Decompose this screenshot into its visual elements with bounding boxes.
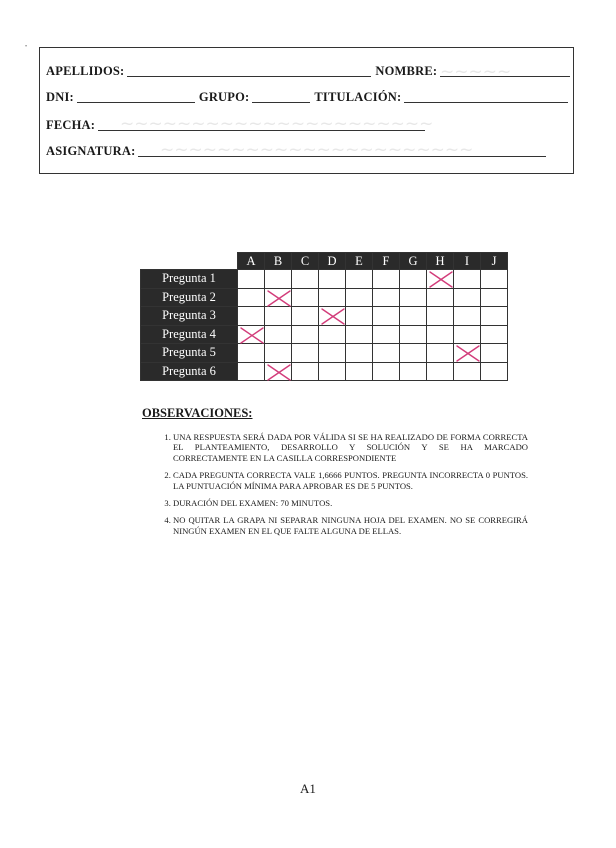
answer-cell-h[interactable]: [427, 270, 454, 289]
answer-cell-b[interactable]: [265, 270, 292, 289]
answer-cell-j[interactable]: [481, 362, 508, 381]
answer-cell-e[interactable]: [346, 307, 373, 326]
row-label: Pregunta 3: [141, 307, 238, 326]
answer-cell-c[interactable]: [292, 344, 319, 363]
answer-cell-b[interactable]: [265, 344, 292, 363]
answer-cell-i[interactable]: [454, 344, 481, 363]
observaciones-title: OBSERVACIONES:: [142, 406, 253, 420]
row-label: Pregunta 6: [141, 362, 238, 381]
answer-cell-f[interactable]: [373, 288, 400, 307]
answer-cell-c[interactable]: [292, 325, 319, 344]
answer-cell-c[interactable]: [292, 288, 319, 307]
answer-row: [141, 344, 508, 363]
answer-cell-j[interactable]: [481, 288, 508, 307]
grupo-label: GRUPO:: [198, 90, 250, 104]
column-header-row: [141, 253, 508, 270]
answer-cell-a[interactable]: [238, 288, 265, 307]
column-header-g: G: [400, 253, 427, 270]
answer-cell-c[interactable]: [292, 307, 319, 326]
answer-cell-a[interactable]: [238, 362, 265, 381]
answer-cell-d[interactable]: [319, 325, 346, 344]
row-label: Pregunta 5: [141, 344, 238, 363]
nombre-label: NOMBRE:: [375, 64, 438, 78]
answer-row: [141, 270, 508, 289]
fecha-label: FECHA:: [46, 118, 96, 132]
answer-cell-h[interactable]: [427, 307, 454, 326]
answer-cell-h[interactable]: [427, 288, 454, 307]
page-identifier: A1: [300, 781, 316, 796]
row-label: Pregunta 1: [141, 270, 238, 289]
answer-cell-j[interactable]: [481, 325, 508, 344]
column-header-d: D: [319, 253, 346, 270]
answer-cell-i[interactable]: [454, 270, 481, 289]
show-through-smudge: ~~~~~: [440, 62, 512, 82]
answer-cell-i[interactable]: [454, 288, 481, 307]
answer-cell-a[interactable]: [238, 270, 265, 289]
titulacion-field[interactable]: [404, 91, 568, 103]
answer-grid: [140, 252, 508, 381]
apellidos-label: APELLIDOS:: [46, 64, 125, 78]
column-header-j: J: [481, 253, 508, 270]
observacion-item: 2. CADA PREGUNTA CORRECTA VALE 1,6666 PUNTOS. PREGUNTA INCORRECTA 0 PUNTOS. LA PUNTUACIÓN MÍNIMA PARA APROBAR ES DE 5 PUNTOS.: [173, 470, 528, 491]
answer-row: [141, 288, 508, 307]
observaciones-list: [160, 432, 528, 543]
answer-cell-a[interactable]: [238, 307, 265, 326]
observacion-item: 1. UNA RESPUESTA SERÁ DADA POR VÁLIDA SI SE HA REALIZADO DE FORMA CORRECTA EL PLANTEAMIENTO, DESARROLLO Y SOLUCIÓN Y SE HA MARCADO CORRECTAMENTE EN LA CASILLA CORRESPONDIENTE: [173, 432, 528, 463]
answer-cell-e[interactable]: [346, 270, 373, 289]
answer-cell-d[interactable]: [319, 344, 346, 363]
answer-cell-h[interactable]: [427, 325, 454, 344]
answer-cell-d[interactable]: [319, 270, 346, 289]
row-label: Pregunta 4: [141, 325, 238, 344]
show-through-smudge: ~~~~~~~~~~~~~~~~~~~~~~: [120, 114, 434, 134]
column-header-a: A: [238, 253, 265, 270]
answer-row: [141, 307, 508, 326]
answer-cell-g[interactable]: [400, 270, 427, 289]
answer-cell-i[interactable]: [454, 325, 481, 344]
answer-cell-g[interactable]: [400, 307, 427, 326]
answer-cell-h[interactable]: [427, 344, 454, 363]
answer-cell-j[interactable]: [481, 344, 508, 363]
column-header-b: B: [265, 253, 292, 270]
answer-table: [140, 252, 508, 381]
cross-mark-icon: [266, 289, 292, 308]
cross-mark-icon: [320, 307, 346, 326]
answer-cell-j[interactable]: [481, 270, 508, 289]
column-header-h: H: [427, 253, 454, 270]
answer-cell-f[interactable]: [373, 362, 400, 381]
answer-cell-i[interactable]: [454, 307, 481, 326]
answer-cell-b[interactable]: [265, 307, 292, 326]
answer-cell-f[interactable]: [373, 270, 400, 289]
answer-cell-e[interactable]: [346, 288, 373, 307]
grupo-field[interactable]: [252, 91, 310, 103]
answer-cell-g[interactable]: [400, 362, 427, 381]
column-header-c: C: [292, 253, 319, 270]
dni-field[interactable]: [77, 91, 195, 103]
answer-cell-e[interactable]: [346, 362, 373, 381]
answer-cell-f[interactable]: [373, 307, 400, 326]
answer-cell-d[interactable]: [319, 307, 346, 326]
observacion-item: 4. NO QUITAR LA GRAPA NI SEPARAR NINGUNA HOJA DEL EXAMEN. NO SE CORREGIRÁ NINGÚN EXAMEN EN EL QUE FALTE ALGUNA DE ELLAS.: [173, 515, 528, 536]
answer-cell-g[interactable]: [400, 288, 427, 307]
answer-cell-g[interactable]: [400, 325, 427, 344]
dni-row: [46, 90, 572, 105]
answer-row: [141, 325, 508, 344]
answer-cell-e[interactable]: [346, 325, 373, 344]
student-info-box: [39, 47, 574, 174]
show-through-smudge: ~~~~~~~~~~~~~~~~~~~~~~: [160, 140, 474, 160]
answer-cell-b[interactable]: [265, 362, 292, 381]
dni-label: DNI:: [46, 90, 74, 104]
cross-mark-icon: [428, 270, 454, 289]
asignatura-label: ASIGNATURA:: [46, 144, 136, 158]
answer-row: [141, 362, 508, 381]
answer-cell-f[interactable]: [373, 325, 400, 344]
answer-cell-e[interactable]: [346, 344, 373, 363]
answer-cell-b[interactable]: [265, 288, 292, 307]
answer-cell-b[interactable]: [265, 325, 292, 344]
cross-mark-icon: [239, 326, 265, 345]
grid-corner: [141, 253, 238, 270]
answer-cell-h[interactable]: [427, 362, 454, 381]
answer-cell-c[interactable]: [292, 362, 319, 381]
answer-cell-j[interactable]: [481, 307, 508, 326]
column-header-i: I: [454, 253, 481, 270]
answer-rows: [141, 270, 508, 381]
cross-mark-icon: [455, 344, 481, 363]
answer-cell-a[interactable]: [238, 344, 265, 363]
column-header-e: E: [346, 253, 373, 270]
answer-cell-d[interactable]: [319, 288, 346, 307]
apellidos-field[interactable]: [127, 65, 371, 77]
titulacion-label: TITULACIÓN:: [314, 90, 402, 104]
column-header-f: F: [373, 253, 400, 270]
observacion-item: 3. DURACIÓN DEL EXAMEN: 70 MINUTOS.: [173, 498, 528, 508]
answer-cell-c[interactable]: [292, 270, 319, 289]
scan-speck: •: [25, 44, 28, 50]
answer-cell-a[interactable]: [238, 325, 265, 344]
answer-cell-f[interactable]: [373, 344, 400, 363]
answer-cell-d[interactable]: [319, 362, 346, 381]
answer-cell-g[interactable]: [400, 344, 427, 363]
row-label: Pregunta 2: [141, 288, 238, 307]
answer-cell-i[interactable]: [454, 362, 481, 381]
cross-mark-icon: [266, 363, 292, 382]
